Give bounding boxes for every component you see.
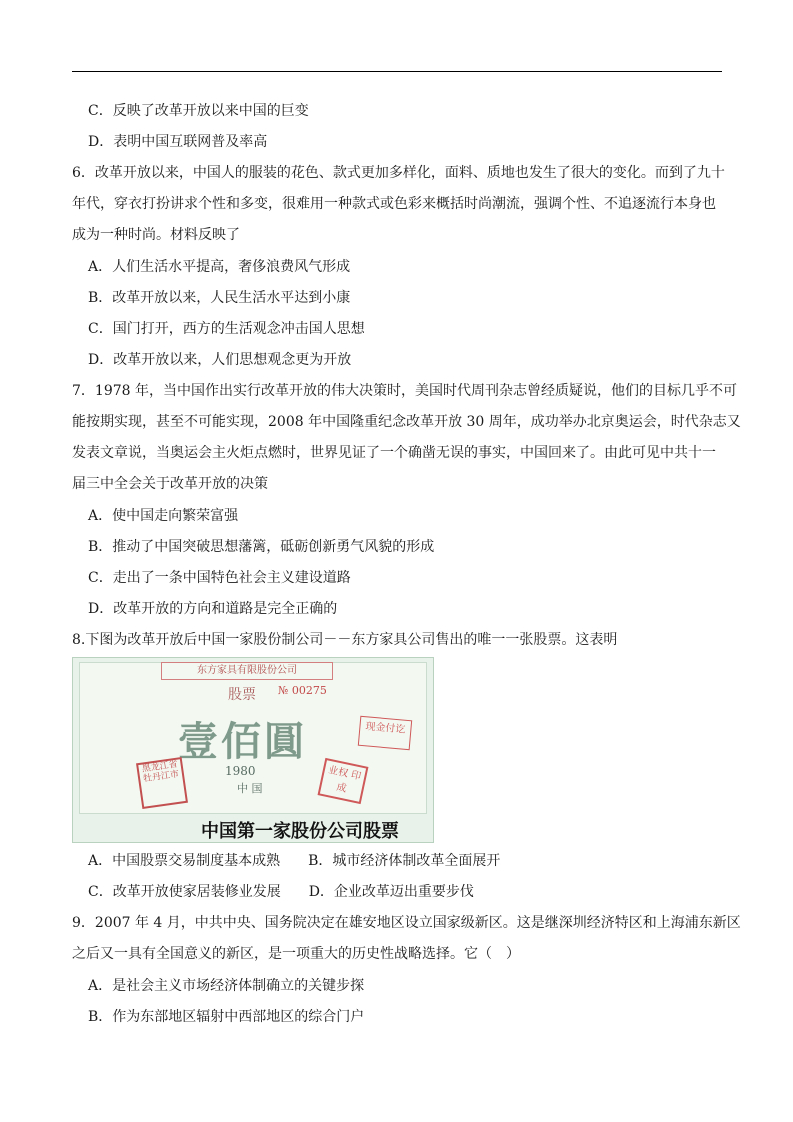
q5-option-d: D．表明中国互联网普及率高 <box>88 134 268 150</box>
q6-stem-line-2: 年代，穿衣打扮讲求个性和多变，很难用一种款式或色彩来概括时尚潮流，强调个性、不追逐流行本身也 <box>72 196 716 212</box>
q9-option-a: A．是社会主义市场经济体制确立的关键步探 <box>88 978 365 994</box>
q7-option-a: A．使中国走向繁荣富强 <box>88 508 239 524</box>
q6-option-a: A．人们生活水平提高，奢侈浪费风气形成 <box>88 259 351 275</box>
stock-country: 中 国 <box>237 782 263 795</box>
header-rule <box>72 71 722 72</box>
stock-certificate-image <box>72 657 434 843</box>
q9-stem-line-1: 9．2007 年 4 月，中共中央、国务院决定在雄安地区设立国家级新区。这是继深圳经济特区和上海浦东新区 <box>72 915 741 931</box>
q7-option-d: D．改革开放的方向和道路是完全正确的 <box>88 601 338 617</box>
q7-option-b: B．推动了中国突破思想藩篱，砥砺创新勇气风貌的形成 <box>88 539 435 555</box>
stock-caption: 中国第一家股份公司股票 <box>201 821 399 842</box>
stamp-left: 黑龙江省牡丹江市 <box>136 757 188 809</box>
q8-options-c-d: C．改革开放使家居装修业发展 D．企业改革迈出重要步伐 <box>88 884 474 900</box>
q6-option-c: C．国门打开，西方的生活观念冲击国人思想 <box>88 321 365 337</box>
q7-stem-line-3: 发表文章说，当奥运会主火炬点燃时，世界见证了一个确凿无误的事实，中国回来了。由此可见中共十一 <box>72 445 716 461</box>
q8-options-a-b: A．中国股票交易制度基本成熟 B．城市经济体制改革全面展开 <box>88 853 501 869</box>
q7-stem-line-1: 7．1978 年，当中国作出实行改革开放的伟大决策时，美国时代周刊杂志曾经质疑说，他们的目标几乎不可 <box>72 383 737 399</box>
q5-option-c: C．反映了改革开放以来中国的巨变 <box>88 103 309 119</box>
q9-stem-line-2: 之后又一具有全国意义的新区，是一项重大的历史性战略选择。它（ ） <box>72 946 520 962</box>
stock-denomination: 壹佰圓 <box>178 718 307 765</box>
q7-option-c: C．走出了一条中国特色社会主义建设道路 <box>88 570 351 586</box>
stamp-corner: 现金付讫 <box>358 716 412 750</box>
q6-option-d: D．改革开放以来，人们思想观念更为开放 <box>88 352 352 368</box>
q6-stem-line-3: 成为一种时尚。材料反映了 <box>72 227 240 243</box>
stamp-right: 业权 印成 <box>318 758 369 804</box>
q7-stem-line-4: 届三中全会关于改革开放的决策 <box>72 476 268 492</box>
stock-number: № 00275 <box>278 684 327 697</box>
stock-title: 股票 <box>228 687 256 703</box>
q7-stem-line-2: 能按期实现，甚至不可能实现，2008 年中国隆重纪念改革开放 30 周年，成功举办北京奥运会，时代杂志又 <box>72 414 741 430</box>
stock-company-name: 东方家具有限股份公司 <box>161 662 333 680</box>
q6-option-b: B．改革开放以来，人民生活水平达到小康 <box>88 290 351 306</box>
q6-stem-line-1: 6．改革开放以来，中国人的服装的花色、款式更加多样化，面料、质地也发生了很大的变化。而到了九十 <box>72 165 725 181</box>
q9-option-b: B．作为东部地区辐射中西部地区的综合门户 <box>88 1009 365 1025</box>
stock-year: 1980 <box>225 764 256 778</box>
q8-stem: 8.下图为改革开放后中国一家股份制公司－－东方家具公司售出的唯一一张股票。这表明 <box>72 632 618 648</box>
